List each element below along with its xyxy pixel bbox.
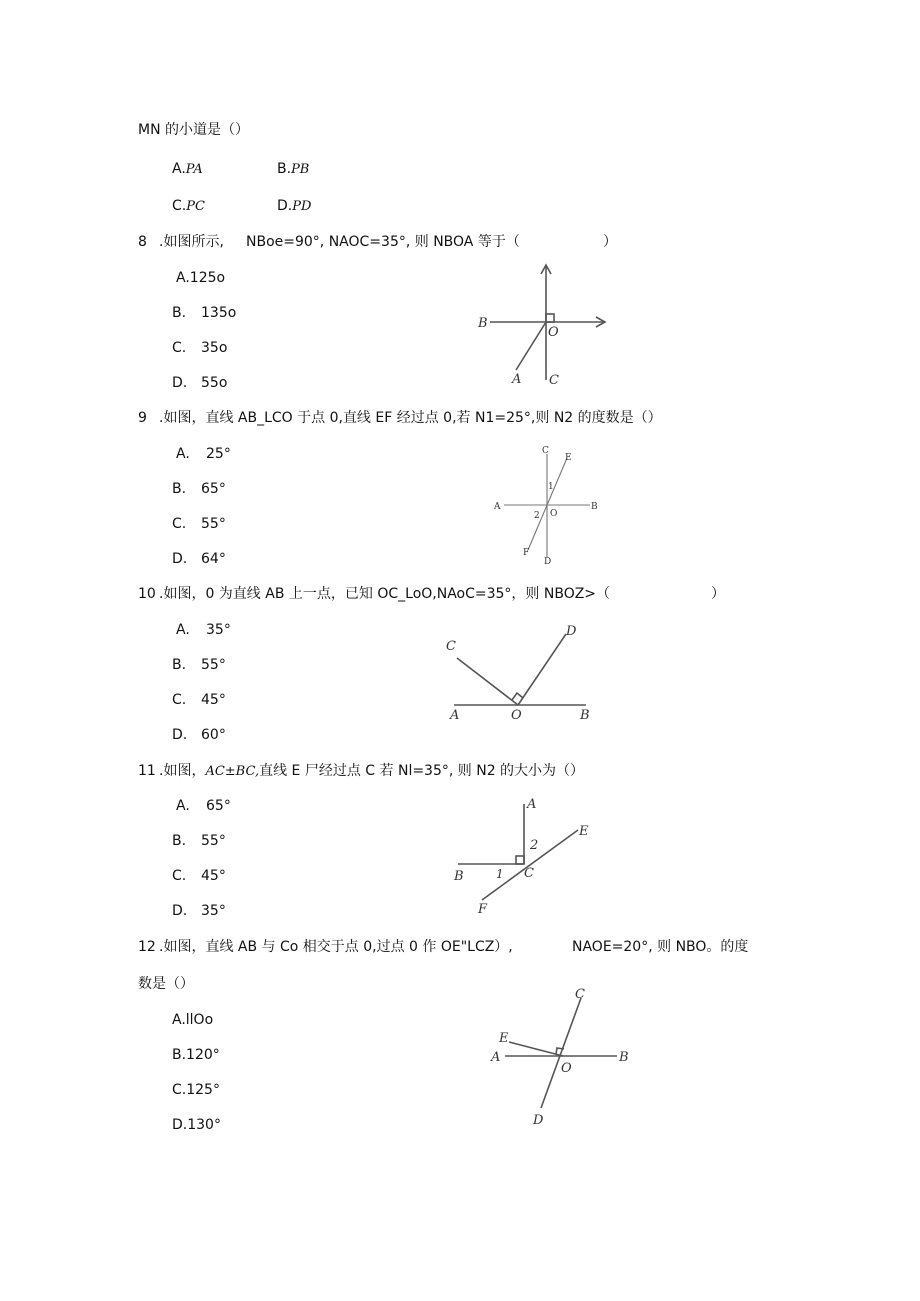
q9-option-c-value: 55° (201, 516, 226, 532)
q10-label-d: D (566, 624, 577, 639)
q9-option-b-value: 65° (201, 481, 226, 497)
q10-stem: .如图，0 为直线 AB 上一点，已知 OC_LoO,NAoC=35°，则 NBOZ>（ (159, 586, 611, 602)
q10-label-o: O (511, 708, 522, 723)
q10-number: 10 (138, 586, 156, 602)
q8-close-paren: ） (603, 234, 617, 250)
q12-option-a: A.llOo (172, 1012, 214, 1028)
q10-close-paren: ） (711, 586, 725, 602)
q12-number: 12 (138, 939, 156, 955)
q10-option-d-label: D. (172, 727, 188, 743)
q7-stem: MN 的小道是（） (138, 122, 250, 138)
q9-label-e: E (565, 453, 572, 463)
q9-label-a: A (494, 502, 501, 512)
q11-label-b: B (454, 869, 464, 884)
q11-option-b-value: 55° (201, 833, 226, 849)
q11-label-1: 1 (496, 867, 504, 881)
q10-option-c-value: 45° (201, 692, 226, 708)
q10-label-b: B (580, 708, 590, 723)
q12-option-c: C.125° (172, 1082, 220, 1098)
q11-number: 11 (138, 763, 156, 779)
q9-option-a-label: A. (176, 446, 190, 462)
q9-label-b: B (591, 502, 598, 512)
q12-stem-c: 数是（） (138, 976, 194, 992)
q11-option-b-label: B. (172, 833, 187, 849)
q8-option-d-value: 55o (201, 375, 228, 391)
q8-label-b: B (478, 316, 488, 331)
q8-label-c: C (549, 373, 559, 388)
q11-option-a-label: A. (176, 798, 190, 814)
q12-label-b: B (619, 1050, 629, 1065)
q8-option-c-label: C. (172, 340, 187, 356)
q10-option-d-value: 60° (201, 727, 226, 743)
q10-option-a-label: A. (176, 622, 190, 638)
q12-label-d: D (533, 1113, 544, 1128)
q9-label-1: 1 (548, 482, 554, 492)
q10-ray-od (518, 634, 566, 705)
q11-option-c-value: 45° (201, 868, 226, 884)
q10-figure (440, 618, 600, 728)
q9-option-a-value: 25° (206, 446, 231, 462)
q8-option-c-value: 35o (201, 340, 228, 356)
q8-option-b-label: B. (172, 305, 187, 321)
q11-stem: .如图，AC±BC,直线 E 尸经过点 C 若 Nl=35°, 则 N2 的大小为（） (159, 763, 585, 779)
q8-stem-a: .如图所示, (159, 234, 224, 250)
q12-ray-oe (509, 1042, 563, 1056)
q11-label-2: 2 (530, 838, 539, 853)
q8-label-o: O (548, 325, 559, 340)
q12-figure (485, 982, 635, 1128)
q9-number: 9 (138, 410, 147, 426)
q8-right-angle-mark (546, 314, 554, 322)
q9-figure (490, 442, 605, 567)
q11-label-e: E (579, 824, 589, 839)
q8-label-a: A (512, 372, 522, 387)
q9-label-c: C (542, 446, 549, 456)
q8-stem-b: NBoe=90°, NAOC=35°, 则 NBOA 等于（ (246, 234, 520, 250)
q8-option-d-label: D. (172, 375, 188, 391)
q9-label-d: D (544, 557, 552, 567)
q8-figure (470, 258, 620, 390)
q11-label-c: C (524, 866, 534, 881)
q10-option-b-value: 55° (201, 657, 226, 673)
q12-label-a: A (491, 1050, 501, 1065)
q11-label-a: A (527, 797, 537, 812)
q8-option-b-value: 135o (201, 305, 237, 321)
q12-stem-b: NAOE=20°, 则 NBO。的度 (572, 939, 749, 955)
q12-label-c: C (575, 987, 585, 1002)
q9-label-o: O (550, 509, 558, 519)
q11-right-angle-mark (516, 856, 524, 864)
q9-option-d-value: 64° (201, 551, 226, 567)
q10-label-a: A (450, 708, 460, 723)
q7-option-c: C.PC (172, 198, 205, 214)
q12-option-d: D.130° (172, 1117, 221, 1133)
q9-option-d-label: D. (172, 551, 188, 567)
q11-label-f: F (478, 902, 488, 917)
q12-line-cd (541, 998, 581, 1108)
q11-option-d-label: D. (172, 903, 188, 919)
q9-label-f: F (523, 548, 530, 558)
q10-ray-oc (457, 658, 518, 705)
q12-label-e: E (499, 1031, 509, 1046)
q11-option-c-label: C. (172, 868, 187, 884)
q10-option-b-label: B. (172, 657, 187, 673)
q7-option-d: D.PD (277, 198, 312, 214)
q9-option-b-label: B. (172, 481, 187, 497)
q10-option-c-label: C. (172, 692, 187, 708)
q7-option-b: B.PB (277, 161, 310, 177)
q11-figure (448, 792, 608, 920)
q8-option-a: A.125o (176, 270, 226, 286)
q12-stem-a: .如图，直线 AB 与 Co 相交于点 0,过点 0 作 OE"LCZ）, (159, 939, 513, 955)
q11-option-d-value: 35° (201, 903, 226, 919)
q11-option-a-value: 65° (206, 798, 231, 814)
q7-option-a: A.PA (172, 161, 203, 177)
q9-option-c-label: C. (172, 516, 187, 532)
q8-ray-oa (516, 322, 546, 370)
q8-number: 8 (138, 234, 147, 250)
q10-label-c: C (446, 639, 456, 654)
q12-right-angle-mark (556, 1048, 564, 1054)
q9-label-2: 2 (534, 511, 540, 521)
q12-option-b: B.120° (172, 1047, 220, 1063)
q9-stem: .如图，直线 AB_LCO 于点 0,直线 EF 经过点 0,若 N1=25°,则 N2 的度数是（） (159, 410, 662, 426)
q12-label-o: O (561, 1061, 572, 1076)
q10-option-a-value: 35° (206, 622, 231, 638)
